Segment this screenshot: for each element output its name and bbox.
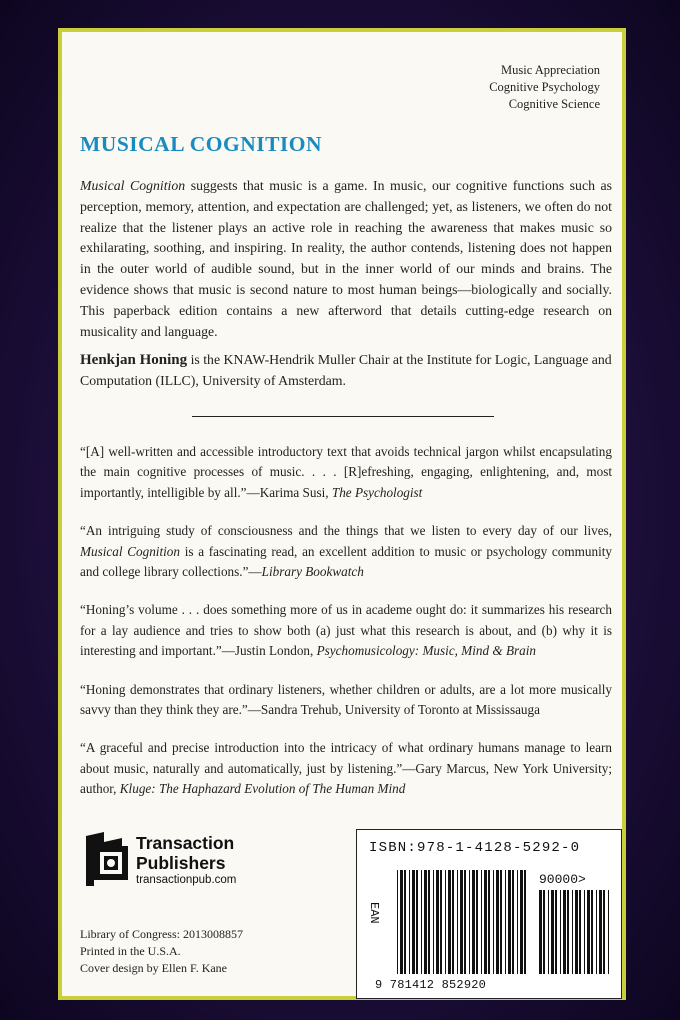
barcode-bar <box>404 870 406 974</box>
quote-text: “Honing demonstrates that ordinary listeners, whether children or adults, are a lot more musically savvy than they think they are.”—Sandra Trehub, University of Toronto at Mississauga <box>80 681 612 718</box>
library-of-congress: Library of Congress: 2013008857 <box>80 927 243 941</box>
publisher-logo <box>80 830 270 888</box>
cover-design-credit: Cover design by Ellen F. Kane <box>80 961 228 975</box>
barcode-bar <box>424 870 427 974</box>
book-description <box>80 176 612 342</box>
price-code: 90000> <box>539 872 586 887</box>
barcode-bar <box>457 870 458 974</box>
barcode-bar <box>476 870 478 974</box>
barcode-bar <box>555 890 557 974</box>
barcode-bar <box>500 870 502 974</box>
publisher-logo-icon <box>82 830 130 888</box>
barcode-bar <box>400 870 403 974</box>
barcode-bar <box>567 890 569 974</box>
barcode-bar <box>472 870 475 974</box>
review-quote <box>80 600 612 661</box>
quote-text: “A graceful and precise introduction into the intricacy of what ordinary humans manage to learn about music, naturally and automatically, just by listening.”—Gary Marcus, New York University; author, <box>80 740 612 797</box>
barcode-bar <box>448 870 451 974</box>
barcode-bar <box>543 890 545 974</box>
author-bio <box>80 350 612 392</box>
barcode-bar <box>481 870 482 974</box>
barcode-bar <box>436 870 439 974</box>
description-book-title: Musical Cognition <box>80 178 186 193</box>
publisher-name-line: Transaction <box>136 833 235 853</box>
barcode-bar <box>591 890 593 974</box>
barcode-bar <box>563 890 566 974</box>
subject-item: Cognitive Psychology <box>489 80 600 94</box>
quote-text: “Honing’s volume . . . does something more of us in academe ought do: it summarizes his research for a lay audience and tries to show both (a) just what this research is about, and (b) why it is interesting and important.”—Justin London, <box>80 602 612 659</box>
author-name: Henkjan Honing <box>80 352 188 368</box>
barcode-bar <box>599 890 602 974</box>
barcode-bar <box>596 890 597 974</box>
barcode-bar <box>460 870 463 974</box>
barcode-bar <box>397 870 398 974</box>
review-quote <box>80 442 612 503</box>
publisher-name <box>136 833 234 873</box>
quote-source: Kluge: The Haphazard Evolution of The Human Mind <box>119 781 406 797</box>
quote-text: “An intriguing study of consciousness and the things that we listen to every day of our lives, <box>80 523 612 539</box>
barcode-bar <box>517 870 518 974</box>
ean-label: EAN <box>367 902 381 924</box>
barcode-bar <box>608 890 609 974</box>
barcode-bar <box>520 870 523 974</box>
barcode-bar <box>488 870 490 974</box>
review-quote <box>80 680 612 721</box>
colophon <box>80 926 243 977</box>
barcode-bar <box>539 890 542 974</box>
barcode-bar <box>412 870 415 974</box>
quote-source: Psychomusicology: Music, Mind & Brain <box>316 643 536 659</box>
barcode-bar <box>587 890 590 974</box>
barcode-bar <box>445 870 446 974</box>
quote-text: “[A] well-written and accessible introductory text that avoids technical jargon whilst encapsulating the main cognitive processes of music. . . . [R]efreshing, engaging, enlightening, and, most importantly, intelligible by all.”—Karima Susi, <box>80 444 612 500</box>
barcode-bars <box>357 830 623 1000</box>
barcode-bar <box>496 870 499 974</box>
barcode-bar <box>469 870 470 974</box>
barcode-bar <box>551 890 554 974</box>
barcode-bar <box>572 890 573 974</box>
quote-text: is a fascinating read, an excellent addition to music or psychology community and college library collections.”— <box>80 543 612 580</box>
quote-source: Library Bookwatch <box>261 564 364 580</box>
quote-source: The Psychologist <box>331 484 423 500</box>
barcode-bar <box>579 890 581 974</box>
publisher-name-line: Publishers <box>136 853 226 873</box>
barcode-bar <box>421 870 422 974</box>
barcode-bar <box>560 890 561 974</box>
barcode-bar <box>505 870 506 974</box>
subject-item: Cognitive Science <box>508 97 600 111</box>
barcode-bar <box>603 890 605 974</box>
barcode-bar <box>484 870 487 974</box>
barcode-bar <box>548 890 549 974</box>
barcode-bar <box>428 870 430 974</box>
review-quote <box>80 521 612 582</box>
barcode-digits: 9 781412 852920 <box>375 978 487 992</box>
barcode-bar <box>409 870 410 974</box>
barcode-bar <box>493 870 494 974</box>
isbn-barcode <box>356 829 622 999</box>
description-text: suggests that music is a game. In music, our cognitive functions such as perception, memory, attention, and expectation are challenged; yet, as listeners, we often do not realize that the listener plays an active role in reaching the awareness that makes music so exhilarating, soothing, and inspiring. In reality, the author contends, listening does not happen in the outer world of audible sound, but in the inner world of our minds and brains. The evidence shows that music is second nature to most human beings—biologically and socially. This paperback edition contains a new afterword that details cutting-edge research on musicality and language. <box>80 178 612 339</box>
divider-rule <box>192 416 494 417</box>
barcode-bar <box>464 870 466 974</box>
subject-categories <box>489 62 600 113</box>
printed-in: Printed in the U.S.A. <box>80 944 181 958</box>
barcode-bar <box>433 870 434 974</box>
author-bio-text: is the KNAW-Hendrik Muller Chair at the Institute for Logic, Language and Computation (ILLC), University of Amsterdam. <box>80 352 612 388</box>
barcode-bar <box>452 870 454 974</box>
publisher-url: transactionpub.com <box>136 874 237 886</box>
barcode-bar <box>584 890 585 974</box>
barcode-bar <box>440 870 442 974</box>
review-quote <box>80 738 612 799</box>
book-title: MUSICAL COGNITION <box>80 132 323 156</box>
subject-item: Music Appreciation <box>501 63 600 77</box>
isbn-text: ISBN:978-1-4128-5292-0 <box>369 840 581 856</box>
barcode-bar <box>524 870 526 974</box>
barcode-bar <box>508 870 511 974</box>
barcode-bar <box>512 870 514 974</box>
barcode-bar <box>575 890 578 974</box>
quote-book-title: Musical Cognition <box>80 543 180 559</box>
barcode-bar <box>416 870 418 974</box>
back-cover-panel <box>58 28 626 1000</box>
review-quotes <box>80 442 612 818</box>
